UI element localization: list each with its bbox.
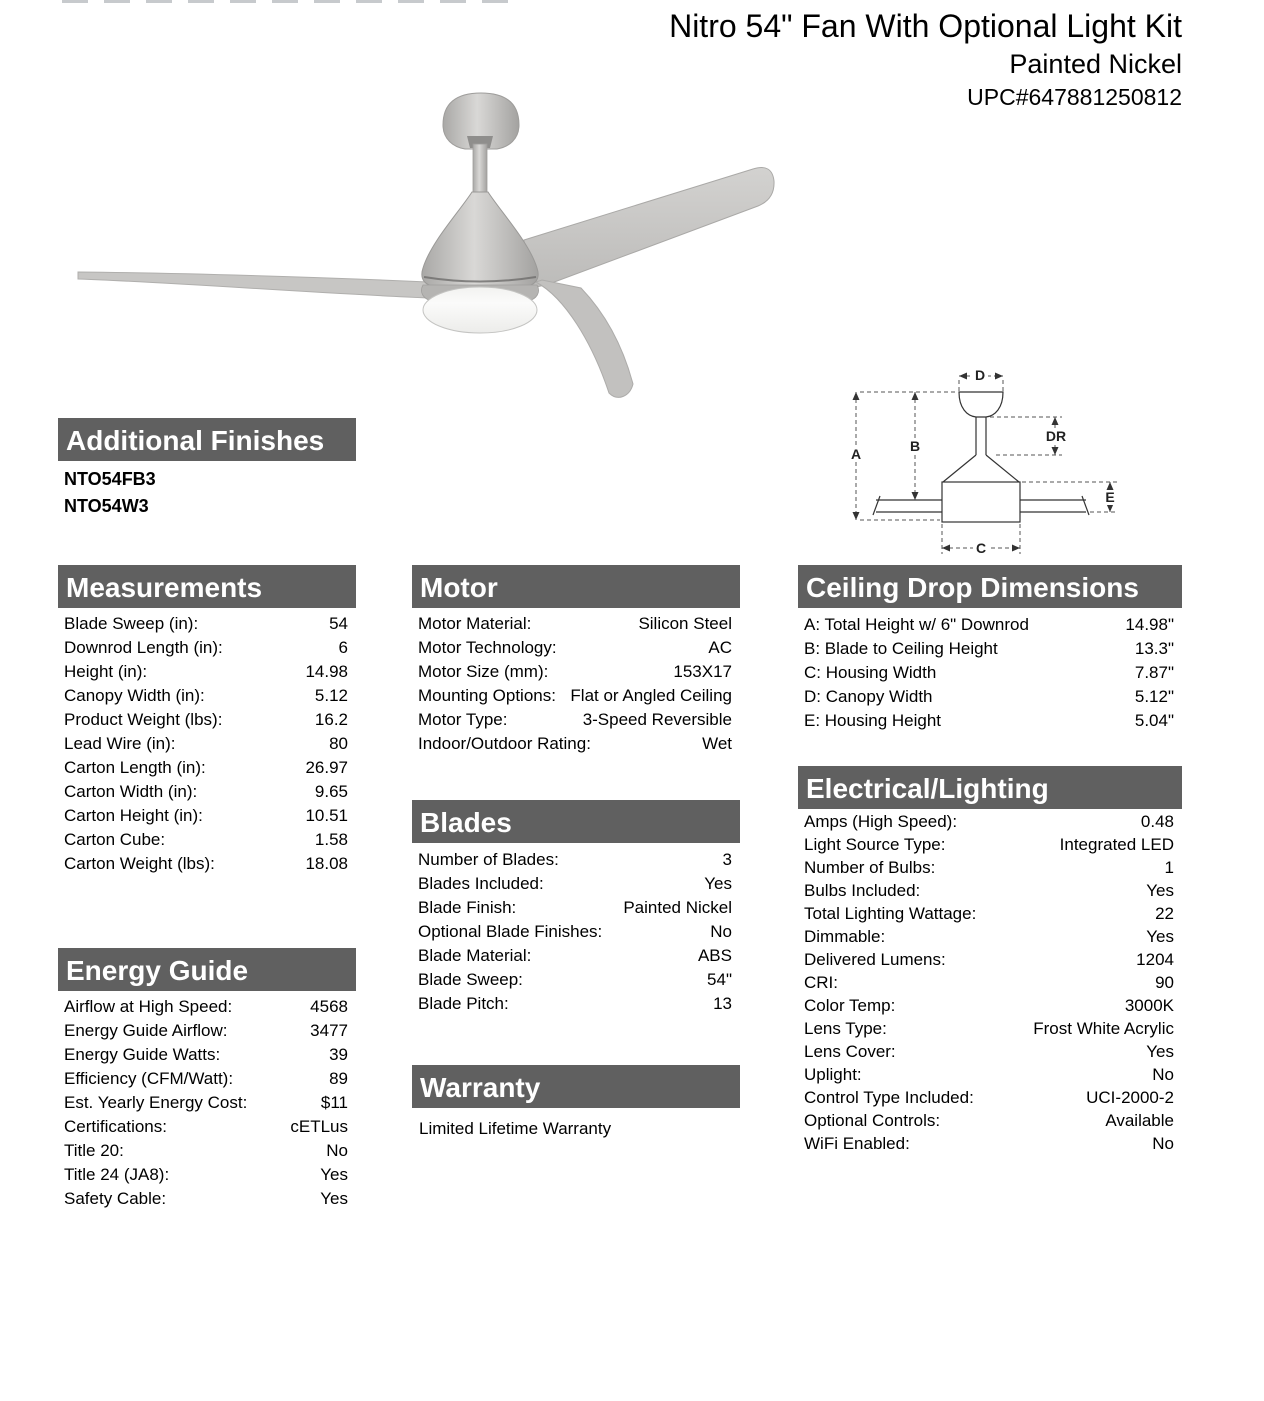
spec-label: Efficiency (CFM/Watt): [64,1069,234,1088]
cropped-text-remnant [62,0,508,3]
spec-row [58,636,356,660]
spec-row [798,879,1182,902]
spec-label: Carton Length (in): [64,758,206,777]
spec-row [798,661,1182,685]
spec-label: Carton Weight (lbs): [64,854,215,873]
spec-row [798,1017,1182,1040]
blades-table [412,848,740,1016]
diagram-label-dr: DR [1045,428,1067,444]
spec-row [412,636,740,660]
spec-row [58,1019,356,1043]
spec-label: Energy Guide Watts: [64,1045,221,1064]
measurements-table [58,612,356,876]
spec-value: 3000K [1124,995,1174,1015]
spec-row [798,833,1182,856]
spec-value: 14.98" [1125,615,1174,634]
section-header-ceiling-drop-dimensions: Ceiling Drop Dimensions [798,565,1182,608]
page-title: Nitro 54" Fan With Optional Light Kit [669,8,1182,44]
spec-value: Integrated LED [1059,834,1174,854]
spec-row [58,756,356,780]
spec-label: Blade Sweep (in): [64,614,199,633]
spec-value: 5.04" [1134,711,1174,730]
spec-value: 0.48 [1140,811,1174,831]
spec-row [58,995,356,1019]
diagram-label-c: C [975,540,987,556]
spec-row [58,828,356,852]
spec-row [798,856,1182,879]
fan-blade-lower-right [536,280,633,397]
spec-row [58,780,356,804]
spec-row [58,1139,356,1163]
spec-label: Amps (High Speed): [804,811,958,831]
spec-row [412,612,740,636]
spec-value: 1204 [1136,949,1174,969]
spec-value: Silicon Steel [638,614,732,633]
spec-row [58,1115,356,1139]
electrical-lighting-table [798,810,1182,1155]
spec-value: 39 [329,1045,348,1064]
spec-value: 90 [1155,972,1174,992]
spec-label: Height (in): [64,662,148,681]
spec-value: 89 [329,1069,348,1088]
spec-row [798,613,1182,637]
additional-finishes-list [58,466,356,520]
spec-value: 22 [1155,903,1174,923]
spec-value: $11 [320,1093,348,1112]
spec-value: Yes [1146,926,1174,946]
spec-label: Light Source Type: [804,834,946,854]
spec-label: WiFi Enabled: [804,1133,910,1153]
spec-value: Yes [320,1189,348,1208]
spec-value: No [710,922,732,941]
spec-label: A: Total Height w/ 6" Downrod [804,615,1029,634]
spec-label: Canopy Width (in): [64,686,205,705]
spec-value: 5.12 [314,686,348,705]
spec-value: 6 [338,638,348,657]
spec-value: No [1152,1133,1174,1153]
spec-value: 3 [722,850,732,869]
spec-row [412,872,740,896]
spec-label: CRI: [804,972,838,992]
spec-value: 3-Speed Reversible [582,710,732,729]
spec-value: 4568 [310,997,348,1016]
spec-value: 1 [1164,857,1174,877]
diagram-label-a: A [850,446,862,462]
dimension-diagram [830,360,1140,565]
finish-name: Painted Nickel [1009,49,1182,79]
spec-value: 153X17 [673,662,732,681]
spec-value: No [326,1141,348,1160]
spec-row [58,1091,356,1115]
spec-label: Motor Size (mm): [418,662,549,681]
spec-value: No [1152,1064,1174,1084]
spec-row [58,612,356,636]
spec-value: Wet [702,734,732,753]
spec-value: cETLus [290,1117,348,1136]
spec-label: D: Canopy Width [804,687,933,706]
spec-row [412,708,740,732]
spec-row [412,848,740,872]
spec-value: Flat or Angled Ceiling [570,686,732,705]
fan-motor-housing [422,192,538,287]
spec-value: Frost White Acrylic [1033,1018,1174,1038]
spec-label: Est. Yearly Energy Cost: [64,1093,248,1112]
spec-value: Yes [704,874,732,893]
spec-value: Painted Nickel [623,898,732,917]
spec-row [412,968,740,992]
spec-value: Yes [320,1165,348,1184]
spec-value: 18.08 [305,854,348,873]
spec-value: 13.3" [1134,639,1174,658]
spec-label: Optional Controls: [804,1110,941,1130]
spec-row [798,709,1182,733]
spec-row [58,732,356,756]
spec-label: Uplight: [804,1064,862,1084]
spec-row [798,685,1182,709]
spec-row [798,810,1182,833]
diagram-label-d: D [974,367,986,383]
spec-value: 9.65 [314,782,348,801]
spec-label: Certifications: [64,1117,167,1136]
spec-label: Carton Cube: [64,830,166,849]
spec-label: Airflow at High Speed: [64,997,233,1016]
spec-label: Color Temp: [804,995,896,1015]
spec-value: 54 [329,614,348,633]
spec-value: AC [708,638,732,657]
spec-row [798,1109,1182,1132]
spec-row [798,1040,1182,1063]
spec-value: 26.97 [305,758,348,777]
spec-label: Blade Material: [418,946,532,965]
finish-item: NTO54FB3 [64,469,156,489]
spec-value: 14.98 [305,662,348,681]
upc-code: UPC#647881250812 [967,84,1182,110]
spec-row [798,994,1182,1017]
spec-label: Product Weight (lbs): [64,710,223,729]
spec-row [412,920,740,944]
spec-label: Title 24 (JA8): [64,1165,170,1184]
spec-label: Carton Height (in): [64,806,203,825]
spec-label: Blade Finish: [418,898,517,917]
spec-label: E: Housing Height [804,711,942,730]
ceiling-drop-table [798,613,1182,733]
spec-label: Control Type Included: [804,1087,974,1107]
spec-value: 54" [707,970,732,989]
spec-value: 3477 [310,1021,348,1040]
finish-item: NTO54W3 [64,496,149,516]
spec-value: 80 [329,734,348,753]
spec-row [798,637,1182,661]
spec-row [412,896,740,920]
spec-row [798,1063,1182,1086]
spec-label: Energy Guide Airflow: [64,1021,228,1040]
spec-label: C: Housing Width [804,663,937,682]
spec-row [412,944,740,968]
spec-row [58,852,356,876]
spec-value: 1.58 [314,830,348,849]
section-header-blades: Blades [412,800,740,843]
spec-row [412,660,740,684]
spec-row [798,948,1182,971]
diagram-label-b: B [909,438,921,454]
spec-value: Available [1105,1110,1174,1130]
spec-label: Dimmable: [804,926,886,946]
fan-downrod [473,144,487,194]
spec-label: Delivered Lumens: [804,949,946,969]
spec-label: Safety Cable: [64,1189,167,1208]
energy-guide-table [58,995,356,1211]
spec-label: Number of Blades: [418,850,559,869]
spec-label: Indoor/Outdoor Rating: [418,734,591,753]
fan-blade-upper-right [524,168,774,290]
spec-row [412,684,740,708]
spec-row [798,971,1182,994]
spec-row [798,902,1182,925]
spec-row [58,708,356,732]
spec-row [412,992,740,1016]
spec-label: Number of Bulbs: [804,857,936,877]
spec-value: 5.12" [1134,687,1174,706]
spec-row [58,684,356,708]
spec-value: Yes [1146,1041,1174,1061]
section-header-motor: Motor [412,565,740,608]
spec-label: Lens Cover: [804,1041,896,1061]
spec-row [58,1187,356,1211]
spec-value: 10.51 [305,806,348,825]
section-header-measurements: Measurements [58,565,356,608]
spec-row [58,804,356,828]
spec-value: 7.87" [1134,663,1174,682]
spec-row [58,1067,356,1091]
section-header-additional-finishes: Additional Finishes [58,418,356,461]
spec-label: Blade Sweep: [418,970,523,989]
spec-row [798,1132,1182,1155]
spec-value: 13 [713,994,732,1013]
spec-row [58,1163,356,1187]
spec-label: Motor Type: [418,710,508,729]
spec-label: Downrod Length (in): [64,638,223,657]
warranty-text: Limited Lifetime Warranty [419,1119,612,1138]
section-header-energy-guide: Energy Guide [58,948,356,991]
fan-blade-left [78,272,428,298]
section-header-warranty: Warranty [412,1065,740,1108]
fan-light-lens [423,287,537,333]
spec-label: Title 20: [64,1141,124,1160]
spec-label: Bulbs Included: [804,880,921,900]
spec-label: Blades Included: [418,874,544,893]
spec-label: Optional Blade Finishes: [418,922,603,941]
spec-row [58,1043,356,1067]
spec-value: 16.2 [314,710,348,729]
motor-table [412,612,740,756]
spec-label: Carton Width (in): [64,782,198,801]
spec-row [58,660,356,684]
spec-label: Mounting Options: [418,686,556,705]
spec-label: Motor Technology: [418,638,557,657]
spec-label: B: Blade to Ceiling Height [804,639,998,658]
product-image-fan [60,70,790,410]
spec-row [798,925,1182,948]
spec-label: Motor Material: [418,614,532,633]
spec-label: Lead Wire (in): [64,734,176,753]
section-header-electrical-lighting: Electrical/Lighting [798,766,1182,809]
spec-label: Blade Pitch: [418,994,509,1013]
spec-row [412,732,740,756]
spec-row [798,1086,1182,1109]
spec-value: Yes [1146,880,1174,900]
spec-value: ABS [697,946,732,965]
diagram-label-e: E [1105,489,1115,505]
spec-label: Lens Type: [804,1018,887,1038]
spec-value: UCI-2000-2 [1086,1087,1174,1107]
spec-label: Total Lighting Wattage: [804,903,977,923]
